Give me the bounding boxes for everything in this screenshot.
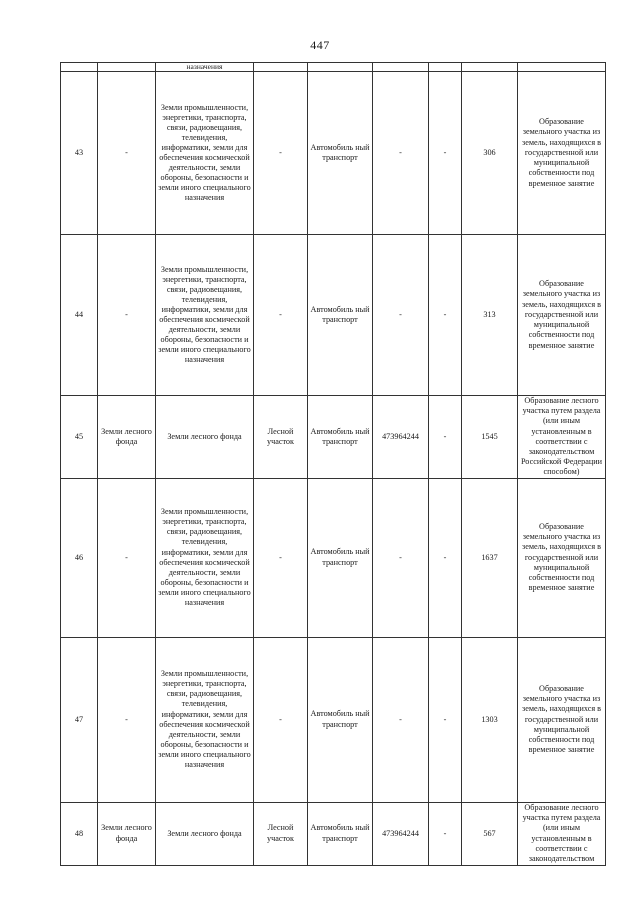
cell-num xyxy=(61,63,98,72)
cell-purpose: Земли промышленности, энергетики, транспорта, связи, радиовещания, телевидения, информатики, земли для обеспечения космической деятельности, земли обороны, безопасности и земли иного специального назначения xyxy=(156,478,254,637)
cell-extra: - xyxy=(429,396,462,479)
cell-extra: - xyxy=(429,637,462,802)
cell-note: Образование земельного участка из земель, находящихся в государственной или муниципальной собственности под временное занятие xyxy=(518,478,606,637)
cell-purpose: Земли промышленности, энергетики, транспорта, связи, радиовещания, телевидения, информатики, земли для обеспечения космической деятельности, земли обороны, безопасности и земли иного специального назначения xyxy=(156,72,254,235)
cell-extra: - xyxy=(429,802,462,865)
cell-cadastral: - xyxy=(373,637,429,802)
cell-purpose: Земли лесного фонда xyxy=(156,396,254,479)
cell-area xyxy=(462,63,518,72)
cell-note: Образование лесного участка путем раздела (или иным установленным в соответствии с законодательством Российской Федерации способом) xyxy=(518,396,606,479)
cell-object: Автомобиль ный транспорт xyxy=(308,72,373,235)
cell-land-type xyxy=(254,63,308,72)
cell-category: - xyxy=(98,637,156,802)
cell-purpose: Земли промышленности, энергетики, транспорта, связи, радиовещания, телевидения, информатики, земли для обеспечения космической деятельности, земли обороны, безопасности и земли иного специального назначения xyxy=(156,637,254,802)
cell-purpose: Земли лесного фонда xyxy=(156,802,254,865)
cell-num: 43 xyxy=(61,72,98,235)
cell-cadastral: 473964244 xyxy=(373,396,429,479)
cell-cadastral: - xyxy=(373,478,429,637)
table-row-continuation xyxy=(61,63,606,72)
cell-num: 48 xyxy=(61,802,98,865)
cell-purpose: Земли промышленности, энергетики, транспорта, связи, радиовещания, телевидения, информатики, земли для обеспечения космической деятельности, земли обороны, безопасности и земли иного специального назначения xyxy=(156,235,254,396)
cell-extra xyxy=(429,63,462,72)
cell-note: Образование земельного участка из земель, находящихся в государственной или муниципальной собственности под временное занятие xyxy=(518,637,606,802)
cell-object: Автомобиль ный транспорт xyxy=(308,802,373,865)
cell-land-type: - xyxy=(254,72,308,235)
cell-land-type: - xyxy=(254,235,308,396)
cell-extra: - xyxy=(429,72,462,235)
cell-extra: - xyxy=(429,478,462,637)
cell-object: Автомобиль ный транспорт xyxy=(308,478,373,637)
cell-area: 313 xyxy=(462,235,518,396)
cell-num: 46 xyxy=(61,478,98,637)
cell-area: 306 xyxy=(462,72,518,235)
cell-area: 1545 xyxy=(462,396,518,479)
table-row xyxy=(61,478,606,637)
cell-category: - xyxy=(98,478,156,637)
cell-num: 47 xyxy=(61,637,98,802)
cell-cadastral: 473964244 xyxy=(373,802,429,865)
cell-category: Земли лесного фонда xyxy=(98,396,156,479)
cell-object: Автомобиль ный транспорт xyxy=(308,396,373,479)
cell-note: Образование лесного участка путем раздела (или иным установленным в соответствии с законодательством xyxy=(518,802,606,865)
cell-cadastral xyxy=(373,63,429,72)
cell-note: Образование земельного участка из земель, находящихся в государственной или муниципальной собственности под временное занятие xyxy=(518,235,606,396)
cell-object xyxy=(308,63,373,72)
table-row xyxy=(61,72,606,235)
cell-cadastral: - xyxy=(373,235,429,396)
table-row xyxy=(61,235,606,396)
cell-num: 45 xyxy=(61,396,98,479)
cell-area: 567 xyxy=(462,802,518,865)
cell-land-type: - xyxy=(254,478,308,637)
cell-category: - xyxy=(98,235,156,396)
cell-category xyxy=(98,63,156,72)
table-row xyxy=(61,637,606,802)
table-row xyxy=(61,802,606,865)
cell-land-type: Лесной участок xyxy=(254,802,308,865)
cell-note xyxy=(518,63,606,72)
cell-num: 44 xyxy=(61,235,98,396)
cell-category: - xyxy=(98,72,156,235)
cell-note: Образование земельного участка из земель, находящихся в государственной или муниципальной собственности под временное занятие xyxy=(518,72,606,235)
cell-object: Автомобиль ный транспорт xyxy=(308,637,373,802)
cell-object: Автомобиль ный транспорт xyxy=(308,235,373,396)
page-number: 447 xyxy=(310,38,330,52)
table-row xyxy=(61,396,606,479)
cell-land-type: Лесной участок xyxy=(254,396,308,479)
cell-category: Земли лесного фонда xyxy=(98,802,156,865)
cell-purpose: назначения xyxy=(156,63,254,72)
cell-cadastral: - xyxy=(373,72,429,235)
cell-area: 1303 xyxy=(462,637,518,802)
cell-land-type: - xyxy=(254,637,308,802)
cell-area: 1637 xyxy=(462,478,518,637)
land-plot-table xyxy=(60,62,606,866)
cell-extra: - xyxy=(429,235,462,396)
